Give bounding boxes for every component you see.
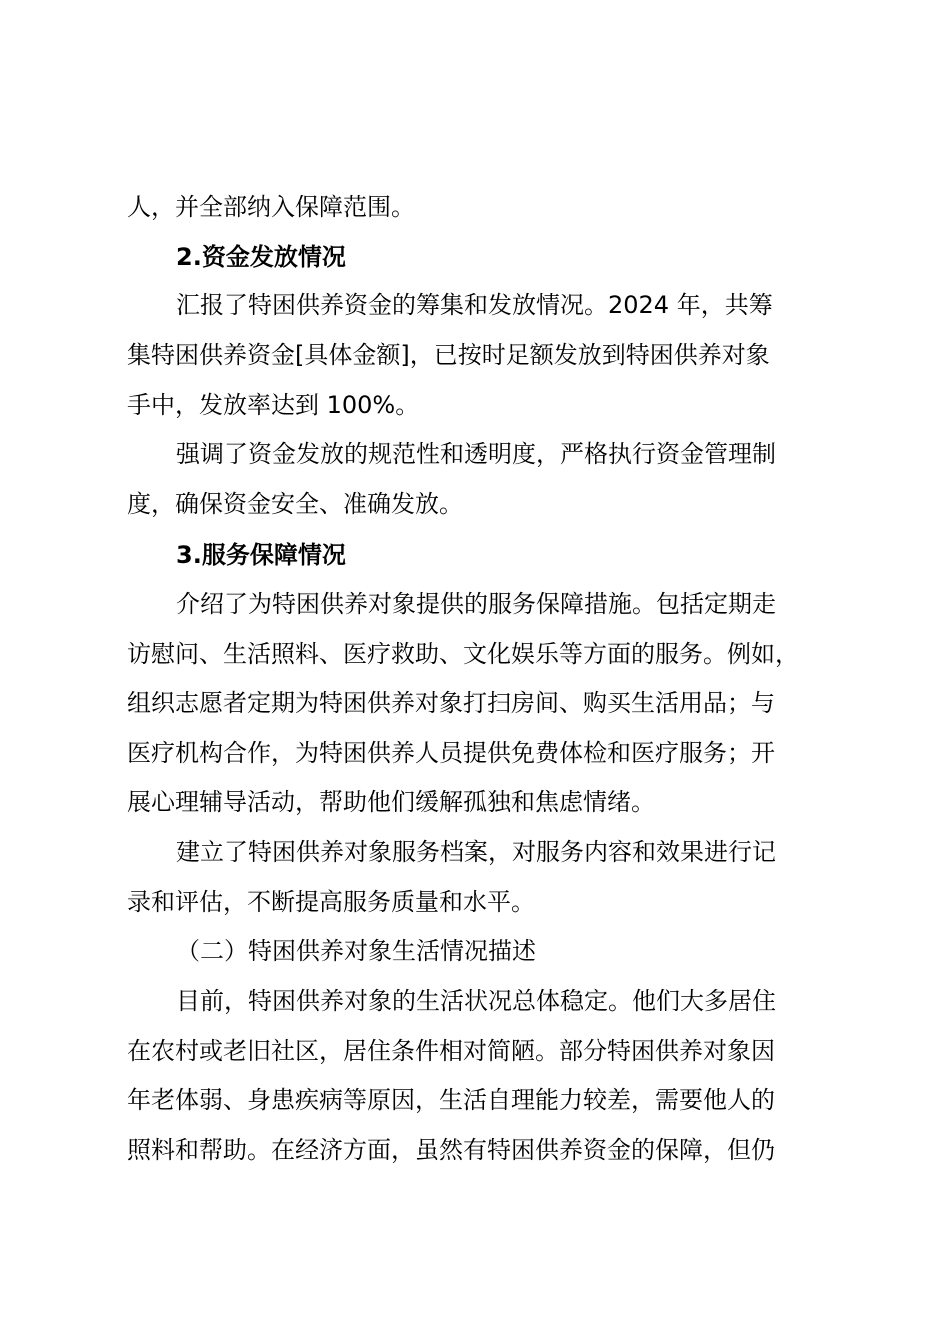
paragraph-line: 人，并全部纳入保障范围。: [127, 193, 415, 221]
paragraph-line: 介绍了为特困供养对象提供的服务保障措施。包括定期走: [176, 590, 776, 618]
paragraph-line: 访慰问、生活照料、医疗救助、文化娱乐等方面的服务。例如，: [127, 640, 799, 668]
paragraph-line: 录和评估，不断提高服务质量和水平。: [127, 888, 535, 916]
paragraph-line: 汇报了特困供养资金的筹集和发放情况。2024 年，共筹: [176, 291, 773, 319]
paragraph-line: 展心理辅导活动，帮助他们缓解孤独和焦虑情绪。: [127, 788, 655, 816]
paragraph-line: 度，确保资金安全、准确发放。: [127, 490, 463, 518]
paragraph-line: 建立了特困供养对象服务档案，对服务内容和效果进行记: [176, 838, 776, 866]
paragraph-line: 年老体弱、身患疾病等原因，生活自理能力较差，需要他人的: [127, 1086, 775, 1114]
section-heading: 3.服务保障情况: [176, 541, 346, 569]
section-heading: 2.资金发放情况: [176, 243, 346, 271]
subsection-heading: （二）特困供养对象生活情况描述: [176, 937, 536, 965]
paragraph-line: 目前，特困供养对象的生活状况总体稳定。他们大多居住: [176, 987, 776, 1015]
paragraph-line: 强调了资金发放的规范性和透明度，严格执行资金管理制: [176, 440, 776, 468]
paragraph-line: 手中，发放率达到 100%。: [127, 391, 420, 419]
paragraph-line: 集特困供养资金[具体金额]，已按时足额发放到特困供养对象: [127, 341, 770, 369]
paragraph-line: 照料和帮助。在经济方面，虽然有特困供养资金的保障，但仍: [127, 1136, 775, 1164]
paragraph-line: 在农村或老旧社区，居住条件相对简陋。部分特困供养对象因: [127, 1037, 775, 1065]
paragraph-line: 医疗机构合作，为特困供养人员提供免费体检和医疗服务；开: [127, 739, 775, 767]
paragraph-line: 组织志愿者定期为特困供养对象打扫房间、购买生活用品；与: [127, 689, 775, 717]
